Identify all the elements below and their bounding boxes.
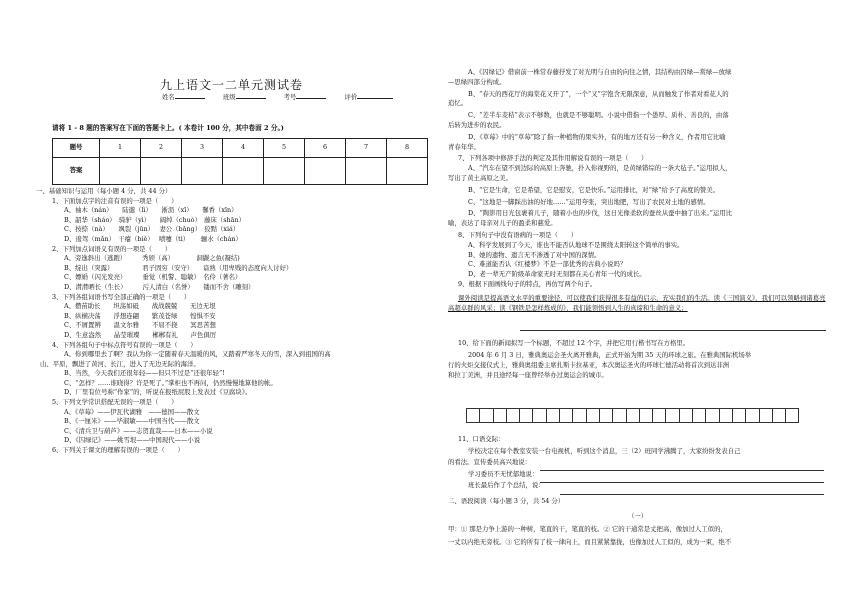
- option-line: C、不屑置辨 温文尔雅 不屈不挠 冥思苦想: [64, 321, 216, 330]
- grid-cell[interactable]: [759, 409, 772, 423]
- option-line: B、纵横决荡 浮想连翩 繁茂苍绿 惶惧不安: [64, 311, 216, 320]
- q10-block: [448, 338, 751, 380]
- answer-cell[interactable]: [141, 158, 182, 185]
- option-line: 青春年华。: [448, 142, 480, 151]
- option-line: D、潸潸晒长（生长） 污人清白（名誉） 镂而不舍（雕刻）: [64, 282, 255, 291]
- grid-cell[interactable]: [586, 409, 599, 423]
- name-label: 姓名: [162, 93, 175, 101]
- question-stem: 1、下面加点字的注音有误的一项是（ ）: [52, 196, 178, 205]
- speaker-prompt: 的看法。宣传委员高兴地说：: [448, 458, 532, 466]
- option-line: D、“陶影用日光包裹着儿子，随着小也的步伐，这日光像柔软的蚕丝从蚕中抽了出来。”运用比: [468, 209, 733, 218]
- answer-cell[interactable]: [346, 158, 387, 185]
- option-line: A、《草莓》——伊瓦代湖雅 ——德国——散文: [64, 407, 200, 416]
- question-number: 1: [100, 139, 141, 158]
- grid-cell[interactable]: [706, 409, 719, 423]
- section-two: [448, 496, 731, 548]
- question-stem: 3、下列各组词语书写全部正确的一项是（ ）: [52, 292, 191, 301]
- grid-cell[interactable]: [520, 409, 533, 423]
- option-line: 山、平原，飘进了黄河、长江，进入了无边无际的海洋。: [40, 359, 200, 368]
- q9-passage: [448, 293, 826, 313]
- option-line: B、《一厘米》——毕淑敏——中国当代——散文: [64, 417, 200, 426]
- monitor-answer-line[interactable]: [560, 488, 824, 495]
- evaluation-label: 评价: [344, 93, 358, 101]
- question-number: 4: [223, 139, 264, 158]
- option-line: D、生意盎然 晶莹璀璨 郴郴有礼 声色俱厉: [64, 330, 217, 339]
- option-line: A、“汽车在望不到边际的高原上奔驰，扑入你视野的，是黄绿错综的一条大毡子。”运用拟人，: [468, 164, 732, 173]
- option-line: A、袖木（nán） 陆邈（lì） 淅沥（xī） 馨香（xīn）: [64, 206, 238, 215]
- option-line: B、绽出（突露） 君子固穷（安守） 谙熟（用卑贱的态度向人讨好）: [64, 263, 293, 272]
- answer-cell[interactable]: [100, 158, 141, 185]
- option-line: C、“这地是一脚踩出油的好地……”运用夸张，突出地肥，写出了农民对土地的感情。: [468, 197, 710, 206]
- exam-number-field[interactable]: [296, 98, 326, 99]
- answer-instructions: 请将 1 - 8 题的答案写在下面的答题卡上。( 本卷计 100 分，其中卷面 2 分。): [52, 124, 284, 132]
- grid-cell[interactable]: [493, 409, 506, 423]
- question-number: 5: [264, 139, 305, 158]
- option-line: B、她的遗物、遗言无不渗透了对中国的深情。: [468, 250, 601, 259]
- answer-cell[interactable]: [223, 158, 264, 185]
- option-line: C、难道能否认《红楼梦》不是一部优秀的古典小说吗？: [468, 260, 627, 269]
- answer-card: [52, 138, 428, 185]
- option-line: D、《草莓》中的“草莓”除了指一种植物的果实外，有的地方还有另一种含义，作者用它比喻: [468, 132, 726, 141]
- subsection-label: （一）: [628, 512, 648, 520]
- grid-cell[interactable]: [506, 409, 519, 423]
- grid-cell[interactable]: [480, 409, 493, 423]
- publicity-member-answer-line[interactable]: [540, 464, 824, 471]
- option-line: A、攒苗助长 坦荡如砥 战战兢兢 无边无垠: [64, 302, 216, 311]
- question-stem: 8、下列句子中没有语病的一项是（ ）: [458, 230, 578, 239]
- option-line: B、当然，今天我们还很年轻——但只不过是“还很年轻”!: [64, 369, 225, 378]
- news-text: 和拉丁美洲，并且途经每一座曾经举办过奥运会的城市。: [448, 371, 608, 379]
- class-label: 班级: [222, 93, 236, 101]
- option-line: 追忆。: [448, 99, 468, 108]
- question-stem: 7、下列各项中修辞手法的判定及其作用解说有误的一项是（ ）: [458, 154, 648, 163]
- grid-cell[interactable]: [746, 409, 759, 423]
- grid-cell[interactable]: [467, 409, 480, 423]
- grid-cell[interactable]: [693, 409, 706, 423]
- answer-cell[interactable]: [387, 158, 428, 185]
- option-line: 后转为进步的农民。: [448, 120, 506, 129]
- option-line: C、嫖婚（闪光发亮） 垂觉（机警、聪敏） 名伶（著名）: [64, 273, 242, 282]
- section-heading: 一、基础知识与运用（每小题 4 分，共 44 分）: [36, 187, 172, 195]
- option-line: C、按捺（nà） 飒裂（jūn） 妻公（bǎng） 狡黠（xiá）: [64, 225, 240, 234]
- option-line: C、“差半车麦秸”表示不够数，也就是不够聪明。小说中借指一个愚厚、质朴、善良的，由落: [468, 111, 729, 120]
- q9-text: 课外阅读是提高语文水平的重要途径，可以使我们获得很多有益的启示，充实我们的生活。读《三国演义》，我们可以领略到诸葛亮高超卓群的风采；读《钢铁是怎样炼成的》，我们能领悟到人生的真谛和生命的意义；: [448, 294, 826, 312]
- reading-passage-line: 一丈以内绝无旁枝。③ 它的所有了枝一律向上，而且紧紧靠拢，也像加过人工似的，成为一束，绝不: [448, 538, 732, 546]
- grid-cell[interactable]: [666, 409, 679, 423]
- grid-cell[interactable]: [546, 409, 559, 423]
- scenario-text: 学校决定在每个教室安装一台电视机，听到这个消息，三（2）班同学沸腾了，大家纷纷发表自己: [468, 446, 741, 455]
- grid-cell[interactable]: [786, 409, 799, 423]
- option-line: A、你到哪里去了啊？我认为你一定随着春天温暖的风，又踏着严寒冬天的雪，深入到祖国的高: [64, 350, 331, 359]
- grid-cell[interactable]: [719, 409, 732, 423]
- answer-card-number-row: [53, 139, 428, 158]
- option-line: D、《囚绿记》——姚雪垠——中国现代——小说: [64, 436, 201, 445]
- news-text: 行的火炬交接仪式上，雅典奥组委主席扎斯卡拉基亚，本次奥运圣火的环球仁德活动将首次到达非洲: [448, 361, 730, 369]
- option-line: B、“它是生命，它是希望，它是慰安，它是快乐。”运用排比，对“绿”给予了高度的赞美。: [468, 185, 720, 194]
- speaker-prompt: 学习委员不无忧郁地说：: [468, 469, 539, 478]
- student-info-line: [162, 93, 409, 103]
- question-stem: 5、下列文学常识搭配无误的一项是（ ）: [52, 398, 178, 407]
- answer-card-answer-row: [53, 158, 428, 185]
- option-line: D、老一辈无产阶级革命家无时无刻都在关心青年一代的成长。: [468, 270, 646, 279]
- option-line: A、旁逸斜出（逃跑） 秀颀（高） 洞鼹之鱼(凝结): [64, 254, 240, 263]
- option-line: A、科学发展到了今天，谁也不能否认地球不是围绕太阳转这个简单的事实。: [468, 240, 684, 249]
- option-line: 喻，表达了母亲对儿子的盈柔和慈爱。: [448, 219, 557, 228]
- question-number: 8: [387, 139, 428, 158]
- right-column-questions: [448, 68, 732, 290]
- headline-writing-grid[interactable]: [466, 408, 799, 423]
- answer-label: 答案: [53, 158, 100, 185]
- grid-cell[interactable]: [599, 409, 612, 423]
- option-line: —思绿四部分构成。: [448, 77, 506, 86]
- option-line: B、“春天的西花厅的海棠花又开了”，一个“又”字饱含无限深意，从而触发了作者对看花人的: [468, 89, 729, 98]
- question-number: 6: [305, 139, 346, 158]
- question-stem: 9、根据下面画线句子的特点，再仿写两个句子。: [458, 279, 597, 288]
- study-member-answer-line[interactable]: [540, 476, 824, 483]
- question-stem: 6、下列关于课文的理解有误的一项是（ ）: [52, 446, 184, 455]
- option-line: C、《清兵卫与葫芦》——志贺直哉——日本——小说: [64, 426, 213, 435]
- grid-cell[interactable]: [533, 409, 546, 423]
- option-line: C、“怎样？……谁晓得？许是死了。”掌柜也不再问，仍然慢慢地算他的帐。: [64, 378, 277, 387]
- question-stem: 11、口语交际：: [458, 435, 505, 443]
- grid-cell[interactable]: [626, 409, 639, 423]
- answer-cell[interactable]: [182, 158, 223, 185]
- evaluation-field[interactable]: [357, 98, 393, 99]
- option-line: B、韶华（sháo） 骑驴（yì） 阔绰（chuò） 藤床（shān）: [64, 215, 245, 224]
- name-field[interactable]: [175, 98, 205, 99]
- grid-cell[interactable]: [772, 409, 785, 423]
- class-field[interactable]: [236, 98, 266, 99]
- grid-cell[interactable]: [560, 409, 573, 423]
- question-stem: 10、给下面的新闻拟写一个标题，不超过 12 个字，并把它用行楷书写在方格里。: [458, 339, 690, 347]
- option-line: D、厂里有位号称“作家”的，听说在报纸屁股上发表过《豆腐块》。: [64, 388, 252, 397]
- grid-cell[interactable]: [732, 409, 745, 423]
- grid-cell[interactable]: [573, 409, 586, 423]
- grid-cell[interactable]: [653, 409, 666, 423]
- section-heading: 二、语段阅读（每小题 3 分，共 54 分）: [448, 497, 565, 505]
- question-number: 3: [182, 139, 223, 158]
- q9-answer-line[interactable]: [520, 324, 826, 331]
- grid-cell[interactable]: [613, 409, 626, 423]
- grid-cell[interactable]: [639, 409, 652, 423]
- reading-passage-line: 甲：① 那是力争上游的一种树，笔直的干，笔直的枝。② 它的干通常是丈把高，像加过人工似的，: [448, 525, 727, 533]
- question-stem: 4、下列各组句子中标点符号有误的一项是（ ）: [52, 340, 197, 349]
- speaker-prompt: 班长最后作了个总结，说：: [468, 481, 545, 489]
- news-text: 2004 年 6 月 3 日，雅典奥运会圣火离开雅典，正式开始为期 35 天的环球之旅。在雅典国际机场举: [468, 351, 752, 359]
- question-number-label: 题号: [53, 139, 100, 158]
- exam-title: 九上语文一二单元测试卷: [160, 78, 304, 92]
- question-number: 7: [346, 139, 387, 158]
- question-number: 2: [141, 139, 182, 158]
- option-line: 写出了黄土高原之美。: [448, 173, 512, 182]
- option-line: D、逡驾（mǎn） 干瘪（biě） 喷嚏（tì） 骊水（chán）: [64, 234, 242, 243]
- grid-cell[interactable]: [679, 409, 692, 423]
- option-line: A、《囚绿记》借窗前一株常春藤抒发了对光明与自由的向往之情，其结构由囚绿—赏绿—放绿: [468, 68, 732, 76]
- exam-number-label: 考号: [283, 93, 297, 101]
- answer-cell[interactable]: [305, 158, 346, 185]
- question-stem: 2、下列加点词语义有误的一项是（ ）: [52, 244, 172, 253]
- left-column-questions: [36, 187, 331, 456]
- answer-cell[interactable]: [264, 158, 305, 185]
